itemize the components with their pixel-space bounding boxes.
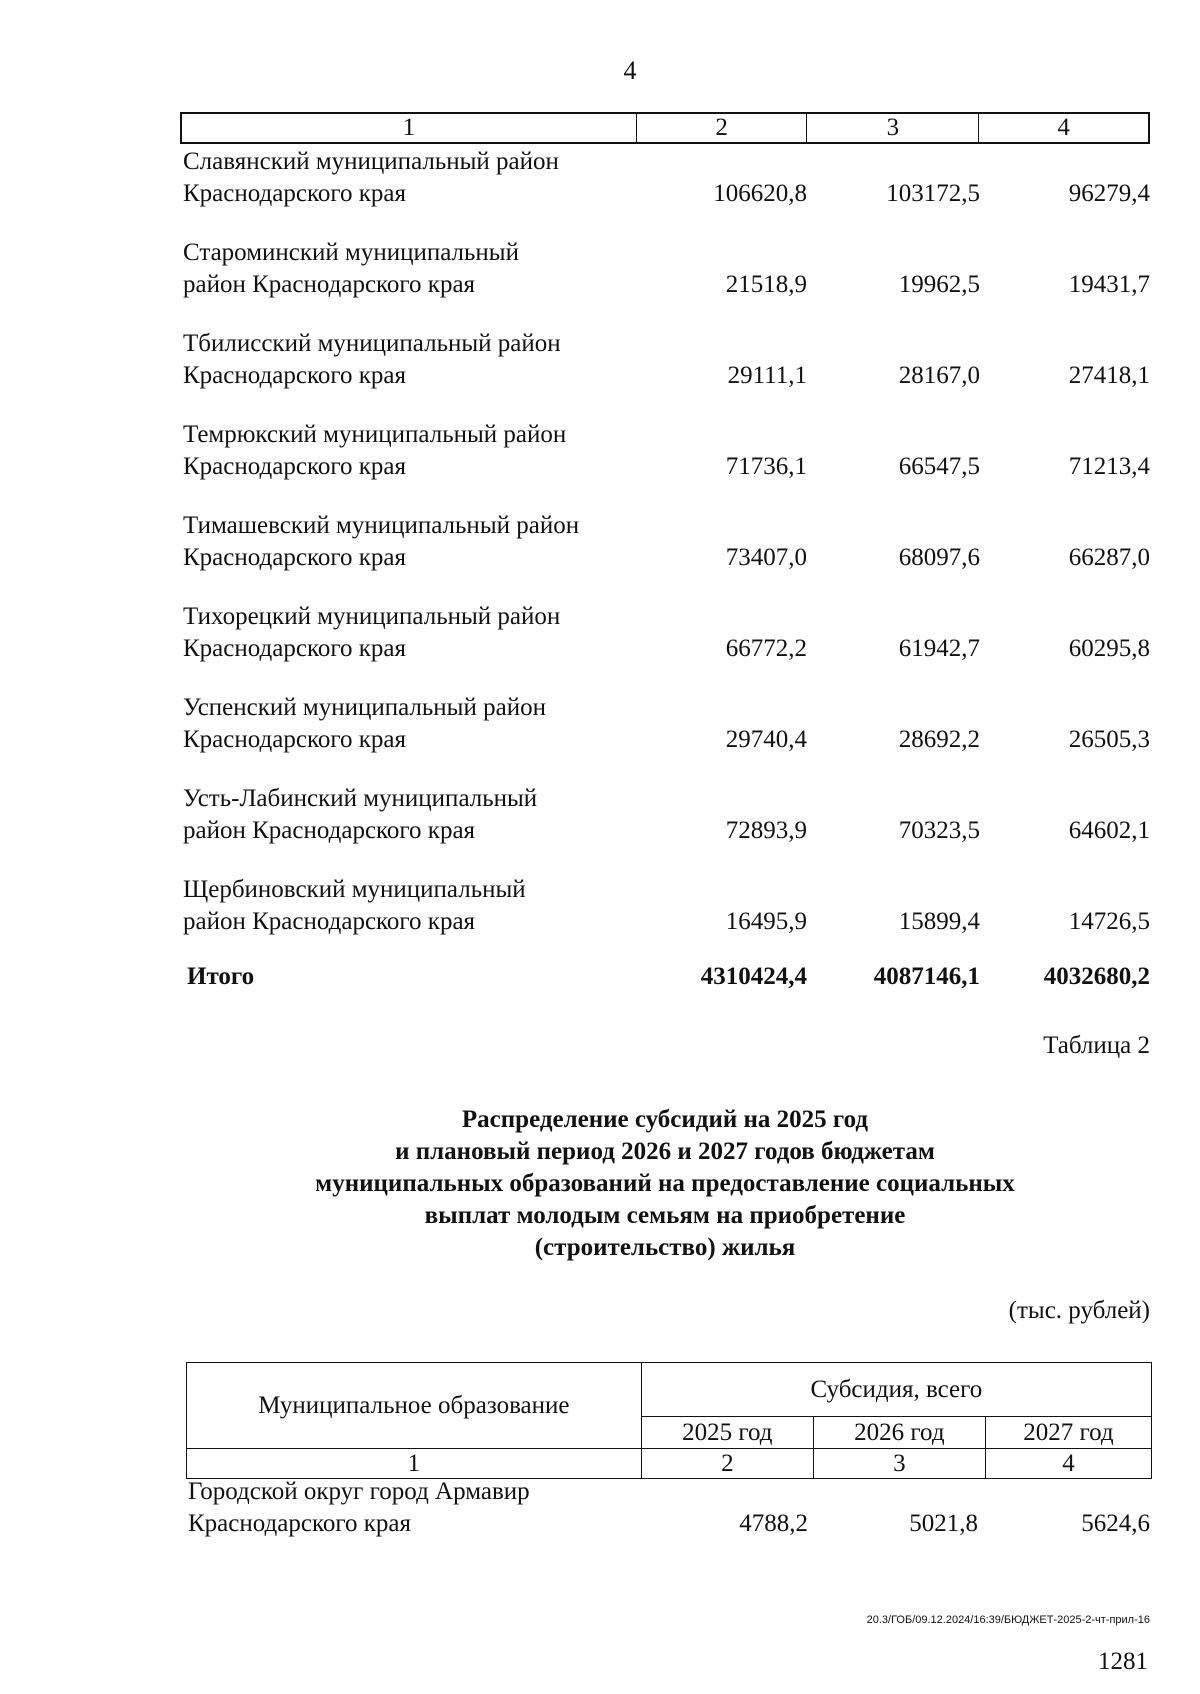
row-name-line1: Темрюкский муниципальный район	[183, 421, 567, 448]
row-name-line2: Краснодарского края	[183, 544, 406, 571]
row-name-line1: Староминский муниципальный	[183, 239, 519, 266]
table2-title	[180, 1104, 1150, 1264]
row-value-2026: 19962,5	[898, 271, 980, 298]
table-row	[183, 326, 1150, 417]
row-value-2025: 72893,9	[725, 817, 807, 844]
row-name-line1: Тбилисский муниципальный район	[183, 330, 561, 357]
row-name-line1: Усть-Лабинский муниципальный	[183, 785, 538, 812]
table-row	[183, 872, 1150, 963]
row-value-2026: 68097,6	[898, 544, 980, 571]
table2-col-number-2: 2	[641, 1449, 813, 1479]
title-line: муниципальных образований на предоставление социальных	[315, 1170, 1015, 1197]
row-value-2027: 64602,1	[1068, 817, 1150, 844]
row-value-2026: 103172,5	[886, 180, 980, 207]
row-value-2025: 29740,4	[725, 726, 807, 753]
table-row	[183, 781, 1150, 872]
title-line: Распределение субсидий на 2025 год	[461, 1106, 869, 1133]
row-value-2026: 66547,5	[898, 453, 980, 480]
table-row	[188, 1474, 1150, 1565]
row-name-line2: Краснодарского края	[183, 635, 406, 662]
sheet-number: 1281	[1098, 1648, 1148, 1675]
total-value-2025: 4310424,4	[700, 963, 807, 990]
row-value-2027: 60295,8	[1068, 635, 1150, 662]
row-name-line2: Краснодарского края	[183, 726, 406, 753]
row-municipality	[183, 328, 643, 392]
row-value-2026: 5021,8	[909, 1510, 978, 1537]
row-municipality	[183, 874, 643, 938]
row-value-2026: 15899,4	[898, 908, 980, 935]
col-year-2027: 2027 год	[985, 1417, 1151, 1449]
row-municipality	[183, 783, 643, 847]
row-value-2027: 96279,4	[1068, 180, 1150, 207]
page-number: 4	[623, 56, 637, 85]
row-name-line2: район Краснодарского края	[183, 271, 476, 298]
row-value-2025: 71736,1	[725, 453, 807, 480]
total-value-2026: 4087146,1	[873, 963, 980, 990]
table-row	[183, 144, 1150, 235]
table-row	[183, 417, 1150, 508]
table1-col-number-4: 4	[978, 114, 1148, 142]
total-value-2027: 4032680,2	[1043, 963, 1150, 990]
row-value-2026: 70323,5	[898, 817, 980, 844]
row-name-line2: Краснодарского края	[183, 362, 406, 389]
col-municipality: Муниципальное образование	[187, 1363, 642, 1449]
row-name-line2: Краснодарского края	[183, 180, 406, 207]
title-line: и плановый период 2026 и 2027 годов бюджетам	[395, 1138, 935, 1165]
table1-col-number-2: 2	[636, 114, 807, 142]
row-value-2025: 4788,2	[739, 1510, 808, 1537]
table1-col-number-1: 1	[402, 114, 416, 141]
row-value-2027: 19431,7	[1068, 271, 1150, 298]
row-name-line2: район Краснодарского края	[183, 817, 476, 844]
row-value-2025: 73407,0	[725, 544, 807, 571]
row-municipality	[183, 601, 643, 665]
row-name-line1: Славянский муниципальный район	[183, 148, 559, 175]
row-value-2025: 106620,8	[713, 180, 807, 207]
row-value-2027: 14726,5	[1068, 908, 1150, 935]
row-name-line1: Щербиновский муниципальный	[183, 876, 526, 903]
row-value-2026: 28692,2	[898, 726, 980, 753]
table2-label: Таблица 2	[1043, 1032, 1150, 1059]
row-municipality	[183, 510, 643, 574]
document-code: 20.3/ГОБ/09.12.2024/16:39/БЮДЖЕТ-2025-2-чт-прил-16	[866, 1614, 1150, 1626]
row-value-2027: 71213,4	[1068, 453, 1150, 480]
row-value-2027: 5624,6	[1081, 1510, 1150, 1537]
row-name-line1: Успенский муниципальный район	[183, 694, 546, 721]
row-value-2026: 61942,7	[898, 635, 980, 662]
row-name-line2: Краснодарского края	[188, 1510, 411, 1537]
row-municipality	[183, 237, 643, 301]
col-year-2025: 2025 год	[641, 1417, 813, 1449]
row-value-2025: 21518,9	[725, 271, 807, 298]
row-value-2025: 29111,1	[727, 362, 807, 389]
table2-header	[186, 1362, 1152, 1479]
row-municipality	[183, 692, 643, 756]
units-label: (тыс. рублей)	[1008, 1297, 1150, 1324]
row-municipality	[183, 419, 643, 483]
table-row	[183, 690, 1150, 781]
table2-col-number-1: 1	[187, 1449, 642, 1479]
row-name-line2: район Краснодарского края	[183, 908, 476, 935]
table2-col-number-3: 3	[813, 1449, 985, 1479]
row-value-2025: 66772,2	[725, 635, 807, 662]
row-value-2027: 66287,0	[1068, 544, 1150, 571]
table-row	[183, 599, 1150, 690]
col-subsidy-total: Субсидия, всего	[641, 1363, 1151, 1417]
table2-col-number-4: 4	[985, 1449, 1151, 1479]
row-municipality	[183, 146, 643, 210]
title-line: выплат молодым семьям на приобретение	[424, 1202, 906, 1229]
table-row	[183, 235, 1150, 326]
row-name-line1: Тихорецкий муниципальный район	[183, 603, 561, 630]
table-row	[183, 508, 1150, 599]
table1-col-number-3: 3	[806, 114, 978, 142]
total-label: Итого	[187, 963, 255, 990]
row-value-2027: 27418,1	[1068, 362, 1150, 389]
total-row	[183, 963, 1150, 999]
row-municipality	[188, 1476, 648, 1540]
col-year-2026: 2026 год	[813, 1417, 985, 1449]
table2-body	[188, 1474, 1150, 1565]
table1-body	[183, 144, 1150, 963]
row-name-line1: Городской округ город Армавир	[188, 1478, 530, 1505]
row-name-line2: Краснодарского края	[183, 453, 406, 480]
row-value-2025: 16495,9	[725, 908, 807, 935]
table1-header-row	[180, 112, 1150, 144]
row-value-2027: 26505,3	[1068, 726, 1150, 753]
row-name-line1: Тимашевский муниципальный район	[183, 512, 580, 539]
row-value-2026: 28167,0	[898, 362, 980, 389]
title-line: (строительство) жилья	[534, 1234, 796, 1261]
